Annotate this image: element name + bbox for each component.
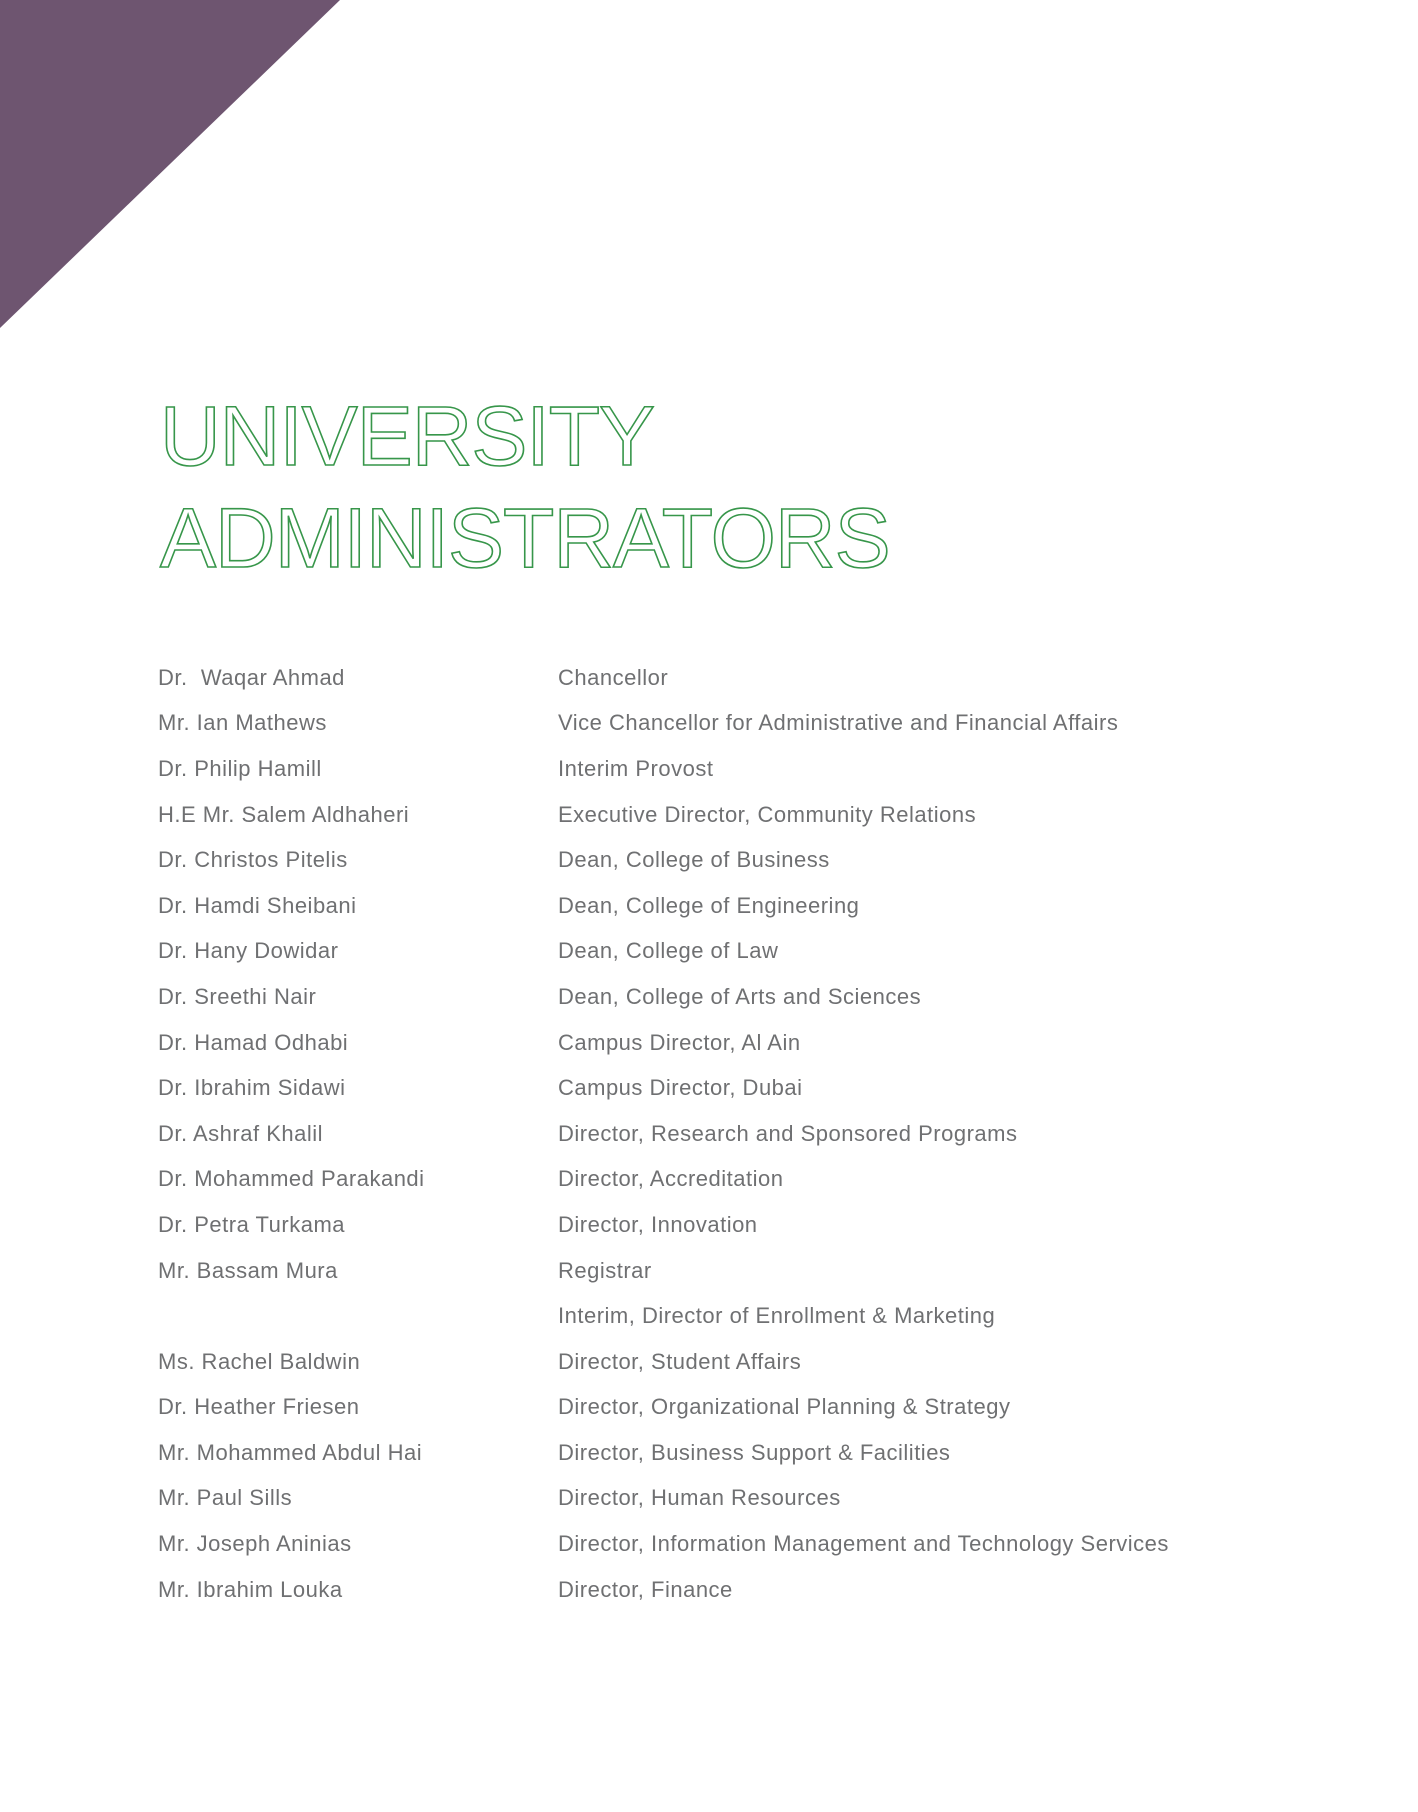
administrator-name: Dr. Waqar Ahmad [158, 664, 345, 690]
administrators-list [158, 655, 1278, 1612]
administrator-name: Dr. Heather Friesen [158, 1394, 360, 1420]
administrator-name: Dr. Philip Hamill [158, 755, 322, 781]
administrator-name: Dr. Ashraf Khalil [158, 1120, 324, 1146]
administrator-row [158, 1385, 1278, 1431]
administrator-name: Dr. Hamad Odhabi [158, 1029, 349, 1055]
administrator-row [158, 746, 1278, 792]
administrator-row [158, 1339, 1278, 1385]
administrator-title: Director, Human Resources [558, 1485, 841, 1511]
administrator-title: Director, Innovation [558, 1211, 758, 1237]
administrator-title: Dean, College of Business [558, 847, 830, 873]
page-title-line1: UNIVERSITY [160, 389, 655, 483]
administrator-name: Mr. Paul Sills [158, 1485, 293, 1511]
administrator-row [158, 792, 1278, 838]
administrator-row [158, 1521, 1278, 1567]
administrator-name: Ms. Rachel Baldwin [158, 1348, 361, 1374]
administrator-name: Mr. Ian Mathews [158, 710, 327, 736]
administrator-row [158, 929, 1278, 975]
administrator-name: Mr. Mohammed Abdul Hai [158, 1439, 423, 1465]
administrator-name: Mr. Bassam Mura [158, 1257, 338, 1283]
administrator-row [158, 1020, 1278, 1066]
administrator-title: Dean, College of Law [558, 938, 779, 964]
administrator-name: Mr. Joseph Aninias [158, 1531, 352, 1557]
administrator-title: Director, Organizational Planning & Strategy [558, 1394, 1011, 1420]
administrator-name: Dr. Sreethi Nair [158, 983, 317, 1009]
administrator-row [158, 1293, 1278, 1339]
administrator-title: Director, Information Management and Technology Services [558, 1531, 1169, 1557]
administrator-row [158, 974, 1278, 1020]
administrator-row [158, 1065, 1278, 1111]
administrator-row [158, 1157, 1278, 1203]
administrator-name: Mr. Ibrahim Louka [158, 1576, 343, 1602]
administrator-title: Chancellor [558, 664, 669, 690]
administrator-row [158, 1248, 1278, 1294]
administrator-row [158, 1476, 1278, 1522]
administrator-name: Dr. Hamdi Sheibani [158, 892, 357, 918]
administrator-name: Dr. Ibrahim Sidawi [158, 1075, 346, 1101]
administrator-row [158, 701, 1278, 747]
administrator-title: Director, Accreditation [558, 1166, 784, 1192]
administrator-name: H.E Mr. Salem Aldhaheri [158, 801, 410, 827]
administrator-row [158, 655, 1278, 701]
administrator-title: Interim Provost [558, 755, 714, 781]
page-title [160, 385, 890, 589]
administrator-title: Director, Student Affairs [558, 1348, 802, 1374]
administrator-row [158, 837, 1278, 883]
administrator-name: Dr. Hany Dowidar [158, 938, 339, 964]
administrator-title: Registrar [558, 1257, 652, 1283]
administrator-row [158, 883, 1278, 929]
administrator-title: Dean, College of Arts and Sciences [558, 983, 922, 1009]
administrator-name: Dr. Mohammed Parakandi [158, 1166, 425, 1192]
administrator-title: Executive Director, Community Relations [558, 801, 977, 827]
administrator-title: Director, Business Support & Facilities [558, 1439, 951, 1465]
administrator-title: Campus Director, Al Ain [558, 1029, 801, 1055]
administrator-title: Director, Research and Sponsored Programs [558, 1120, 1018, 1146]
administrator-title: Director, Finance [558, 1576, 733, 1602]
administrator-title: Vice Chancellor for Administrative and Financial Affairs [558, 710, 1119, 736]
corner-triangle-decoration [0, 0, 340, 328]
administrator-row [158, 1111, 1278, 1157]
administrator-row [158, 1567, 1278, 1613]
administrator-row [158, 1430, 1278, 1476]
administrator-name: Dr. Christos Pitelis [158, 847, 348, 873]
administrator-title: Interim, Director of Enrollment & Marketing [558, 1303, 996, 1329]
administrator-title: Dean, College of Engineering [558, 892, 860, 918]
administrator-title: Campus Director, Dubai [558, 1075, 803, 1101]
page-title-line2: ADMINISTRATORS [160, 491, 890, 585]
administrator-row [158, 1202, 1278, 1248]
administrator-name: Dr. Petra Turkama [158, 1211, 346, 1237]
